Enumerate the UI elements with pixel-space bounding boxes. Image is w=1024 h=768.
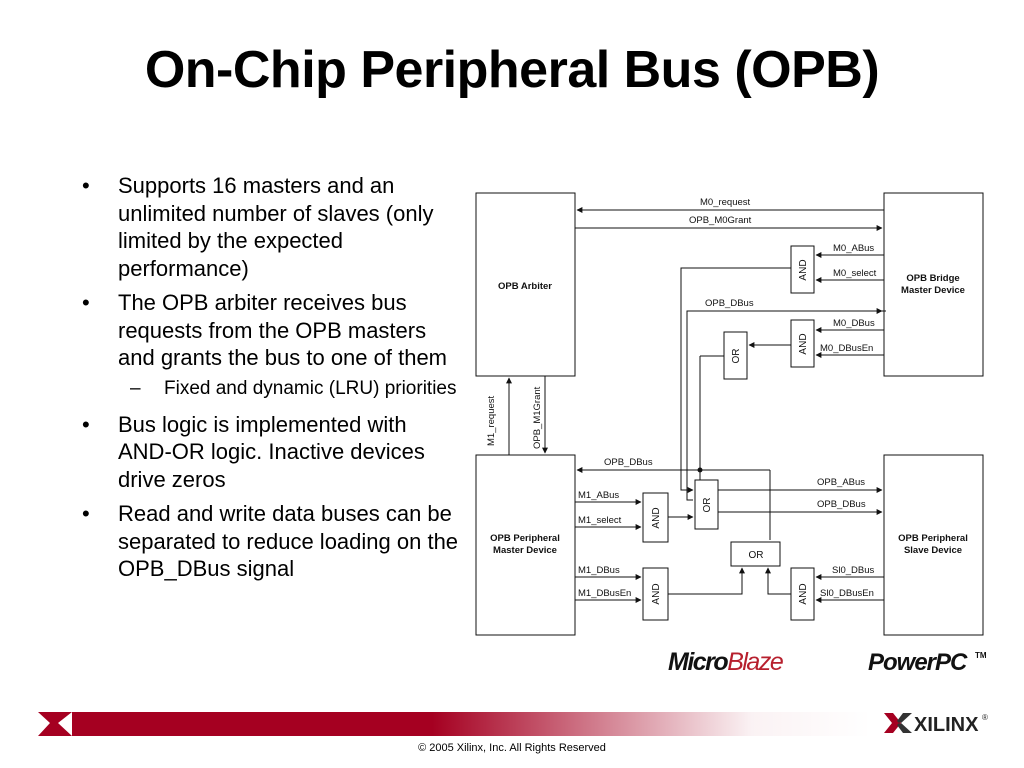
signal-m0-request: M0_request: [700, 197, 751, 208]
signal-m1-request: M1_request: [486, 395, 497, 446]
signal-opb-m1grant: OPB_M1Grant: [532, 386, 543, 449]
signal-sl0-dbus: Sl0_DBus: [832, 565, 875, 576]
xilinx-logo-text: XILINX: [914, 714, 979, 736]
bullet-text: • Read and write data buses can be separated to reduce loading on the OPB_DBus signal: [118, 501, 459, 581]
bullet-text: • The OPB arbiter receives bus requests from the OPB masters and grants the bus to one of them: [118, 290, 448, 370]
periph-slave-label-line2: Slave Device: [903, 545, 963, 556]
copyright-text: © 2005 Xilinx, Inc. All Rights Reserved: [418, 742, 606, 754]
signal-m0-select: M0_select: [833, 268, 877, 279]
signal-opb-dbus-mid: OPB_DBus: [604, 457, 653, 468]
xilinx-reg: ®: [982, 713, 988, 722]
bullet-text: • Bus logic is implemented with AND-OR logic. Inactive devices drive zeros: [118, 411, 425, 492]
signal-sl0-dbusen: Sl0_DBusEn: [820, 588, 874, 599]
bullet-text: • Supports 16 masters and an unlimited number of slaves (only limited by the expected performance): [118, 173, 434, 281]
signal-m0-dbusen: M0_DBusEn: [820, 343, 874, 354]
powerpc-logo-text: PowerPC: [868, 649, 967, 676]
and-label: AND: [651, 583, 662, 605]
signal-m1-select: M1_select: [578, 515, 622, 526]
periph-master-label-line2: Master Device: [493, 545, 557, 556]
or-label: OR: [748, 550, 764, 561]
signal-opb-dbus-right: OPB_DBus: [817, 499, 866, 510]
signal-opb-dbus-top: OPB_DBus: [705, 298, 754, 309]
and-label: AND: [798, 583, 809, 605]
bridge-label-line1: OPB Bridge: [906, 273, 960, 284]
signal-opb-m0grant: OPB_M0Grant: [689, 215, 752, 226]
slide-title: On-Chip Peripheral Bus (OPB): [144, 41, 880, 99]
microblaze-logo-part1: Micro: [668, 648, 728, 676]
periph-slave-label-line1: OPB Peripheral: [898, 533, 968, 544]
signal-m0-abus: M0_ABus: [833, 243, 875, 254]
powerpc-tm: TM: [975, 651, 987, 660]
xilinx-logo: [884, 713, 988, 736]
signal-m1-abus: M1_ABus: [578, 490, 620, 501]
or-label: OR: [702, 497, 713, 513]
or-label: OR: [731, 348, 742, 364]
signal-opb-abus: OPB_ABus: [817, 477, 866, 488]
powerpc-logo: [868, 649, 987, 676]
bullet-text: – Fixed and dynamic (LRU) priorities: [164, 377, 457, 399]
signal-m1-dbusen: M1_DBusEn: [578, 588, 632, 599]
periph-master-label-line1: OPB Peripheral: [490, 533, 560, 544]
signal-m0-dbus: M0_DBus: [833, 318, 875, 329]
microblaze-logo: [668, 648, 783, 676]
and-label: AND: [798, 333, 809, 355]
and-label: AND: [651, 507, 662, 529]
svg-text:MicroBlaze: [668, 648, 783, 676]
microblaze-logo-part2: Blaze: [727, 648, 783, 676]
arbiter-label: OPB Arbiter: [497, 281, 553, 292]
and-label: AND: [798, 259, 809, 281]
signal-m1-dbus: M1_DBus: [578, 565, 620, 576]
bridge-label-line2: Master Device: [901, 285, 965, 296]
